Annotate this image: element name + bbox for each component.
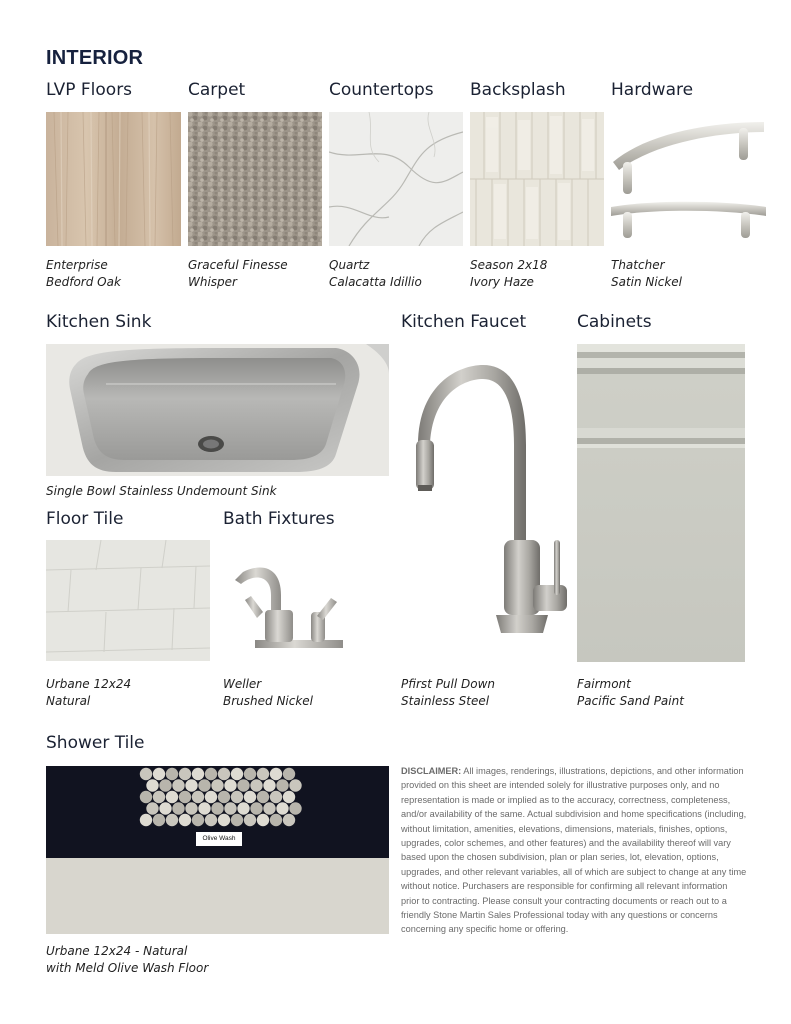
penny-tile: [153, 814, 165, 826]
penny-tile: [179, 814, 191, 826]
kitchen-sink-caption: Single Bowl Stainless Undemount Sink: [46, 484, 277, 498]
penny-tile: [218, 791, 230, 803]
lvp-floors-heading: LVP Floors: [46, 80, 133, 100]
penny-tile: [250, 779, 262, 791]
penny-tile: [263, 779, 275, 791]
penny-tile: [250, 802, 262, 814]
cabinets-heading: Cabinets: [577, 312, 652, 332]
penny-tile: [205, 814, 217, 826]
penny-tile: [185, 779, 197, 791]
carpet-caption: Graceful Finesse Whisper: [188, 258, 288, 289]
kitchen-faucet-image: [398, 345, 570, 645]
penny-tile: [159, 802, 171, 814]
bath-fixtures-heading: Bath Fixtures: [223, 509, 335, 529]
penny-tile: [166, 791, 178, 803]
penny-tile: [205, 768, 217, 780]
penny-tile: [192, 814, 204, 826]
disclaimer-text: All images, renderings, illustrations, depictions, and other information provided on this sheet are intended solely for illustrative purposes only, and no representation is made or implied as to the accuracy, correctness, completeness, and/or availability of the same. Actual subdivision and home specifications (including, without limitation, amenities, elevations, dimensions, materials, finishes, options, upgrades, color schemes, and other features) and the availability thereof will vary based upon the chosen subdivision, plan or plan series, lot, elevation, options, upgrades, and other relevant variables, all of which are subject to change at any time without notice. Purchasers are responsible for confirming all relevant information prior to contracting. Please consult your contracting documents or reach out to a friendly Stone Martin Sales Professional today with any questions or concerns concerning any specific home or offering.: [401, 766, 747, 935]
olive-wash-label: Olive Wash: [202, 835, 236, 842]
penny-tile: [283, 814, 295, 826]
floor-tile-caption: Urbane 12x24 Natural: [46, 677, 132, 708]
penny-tile: [179, 768, 191, 780]
penny-tile: [276, 779, 288, 791]
penny-tile: [283, 791, 295, 803]
penny-tile: [270, 791, 282, 803]
floor-tile-swatch: [46, 540, 210, 661]
penny-tile: [218, 768, 230, 780]
carpet-swatch: [188, 112, 322, 246]
kitchen-sink-heading: Kitchen Sink: [46, 312, 152, 332]
penny-tile: [263, 802, 275, 814]
penny-tile: [244, 814, 256, 826]
penny-tile: [276, 802, 288, 814]
bath-fixtures-caption: Weller Brushed Nickel: [223, 677, 314, 708]
kitchen-faucet-heading: Kitchen Faucet: [401, 312, 527, 332]
penny-tile: [244, 768, 256, 780]
penny-tile: [140, 791, 152, 803]
penny-tile: [140, 768, 152, 780]
penny-tile: [270, 814, 282, 826]
lvp-floor-swatch: [46, 112, 181, 246]
penny-tile: [244, 791, 256, 803]
penny-tile: [231, 768, 243, 780]
penny-tile: [166, 814, 178, 826]
countertops-caption: Quartz Calacatta Idillio: [329, 258, 422, 289]
penny-tile: [231, 791, 243, 803]
kitchen-faucet-caption: Pfirst Pull Down Stainless Steel: [401, 677, 496, 708]
penny-tile: [179, 791, 191, 803]
penny-tile: [153, 768, 165, 780]
lvp-caption: Enterprise Bedford Oak: [46, 258, 121, 289]
penny-tile: [224, 802, 236, 814]
countertops-heading: Countertops: [329, 80, 434, 100]
penny-tile: [159, 779, 171, 791]
shower-tile-image: [46, 766, 389, 934]
kitchen-sink-image: [46, 344, 389, 476]
hardware-caption: Thatcher Satin Nickel: [611, 258, 683, 289]
disclaimer: [401, 764, 747, 937]
penny-tile: [231, 814, 243, 826]
penny-tile: [205, 791, 217, 803]
penny-tile: [140, 814, 152, 826]
floor-tile-heading: Floor Tile: [46, 509, 124, 529]
penny-tile: [198, 779, 210, 791]
penny-tile: [289, 802, 301, 814]
backsplash-swatch: [470, 112, 604, 246]
penny-tile: [192, 791, 204, 803]
penny-tile: [192, 768, 204, 780]
cabinet-swatch: [577, 344, 745, 662]
penny-tile: [224, 779, 236, 791]
disclaimer-label: DISCLAIMER:: [401, 766, 462, 776]
hardware-pull-image: [611, 112, 766, 246]
carpet-heading: Carpet: [188, 80, 246, 100]
penny-tile: [237, 802, 249, 814]
penny-tile: [283, 768, 295, 780]
page-title: INTERIOR: [46, 47, 144, 69]
penny-tile: [153, 791, 165, 803]
penny-tile: [185, 802, 197, 814]
backsplash-heading: Backsplash: [470, 80, 566, 100]
hardware-heading: Hardware: [611, 80, 694, 100]
penny-tile: [211, 802, 223, 814]
penny-tile: [166, 768, 178, 780]
shower-tile-heading: Shower Tile: [46, 733, 145, 753]
penny-tile: [172, 802, 184, 814]
penny-tile: [237, 779, 249, 791]
penny-tile: [146, 802, 158, 814]
shower-tile-caption: Urbane 12x24 - Natural with Meld Olive Wash Floor: [46, 944, 209, 975]
penny-tile: [270, 768, 282, 780]
penny-tile: [257, 768, 269, 780]
backsplash-caption: Season 2x18 Ivory Haze: [470, 258, 548, 289]
cabinets-caption: Fairmont Pacific Sand Paint: [577, 677, 684, 708]
penny-tile: [257, 814, 269, 826]
bath-fixtures-image: [223, 540, 387, 661]
penny-tile: [257, 791, 269, 803]
penny-tile: [198, 802, 210, 814]
penny-tile: [211, 779, 223, 791]
penny-tile: [289, 779, 301, 791]
penny-tile: [172, 779, 184, 791]
countertop-swatch: [329, 112, 463, 246]
penny-tile: [146, 779, 158, 791]
penny-tile: [218, 814, 230, 826]
